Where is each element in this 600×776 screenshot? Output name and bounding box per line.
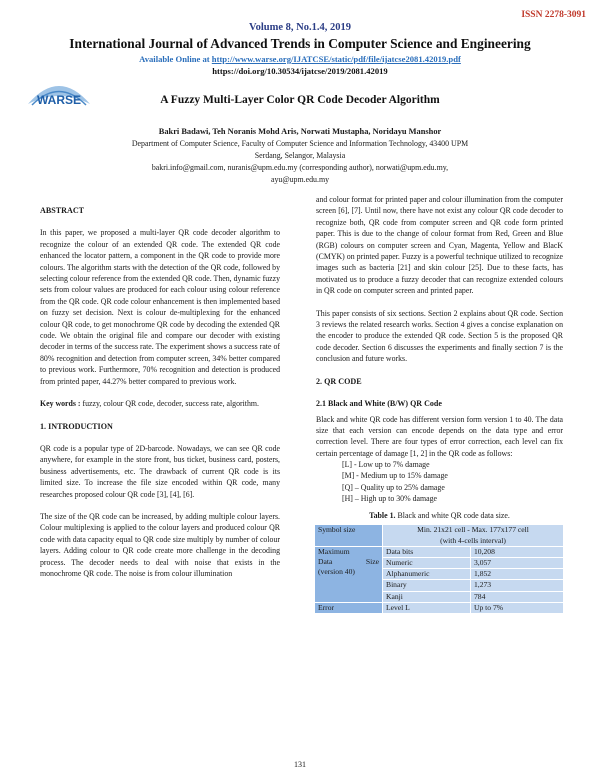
table-cell-type: Numeric bbox=[383, 557, 471, 568]
affiliation-line: Department of Computer Science, Faculty of Computer Science and Information Technology, 43400 UPM bbox=[131, 139, 469, 148]
table-caption bbox=[316, 510, 563, 521]
paper-title: A Fuzzy Multi-Layer Color QR Code Decoder Algorithm bbox=[160, 94, 440, 106]
table-cell-type: Data bits bbox=[383, 546, 471, 557]
table-cell-type: Alphanumeric bbox=[383, 569, 471, 580]
issn-label: ISSN 2278-3091 bbox=[521, 10, 586, 20]
table-cell-value: 1,852 bbox=[471, 569, 564, 580]
online-url-link[interactable]: http://www.warse.org/IJATCSE/static/pdf/file/ijatcse2081.42019.pdf bbox=[211, 54, 461, 64]
author-list: Bakri Badawi, Teh Noranis Mohd Aris, Norwati Mustapha, Noridayu Manshor bbox=[158, 127, 442, 136]
max-label-word: Data bbox=[318, 556, 333, 566]
bw-qr-subheading: 2.1 Black and White (B/W) QR Code bbox=[316, 399, 442, 409]
table-cell-type: Kanji bbox=[383, 591, 471, 602]
max-label-line: (version 40) bbox=[318, 567, 355, 577]
max-label-line bbox=[318, 557, 379, 567]
error-level-item: [M] - Medium up to 15% damage bbox=[342, 471, 448, 481]
table-cell-value: 3,057 bbox=[471, 557, 564, 568]
abstract-text: In this paper, we proposed a multi-layer QR code decoder algorithm to recognize the colour of an extended QR code. The extended QR code enhanced the locator pattern, a component in the QR code to provide more colours. The algorithm starts with the detection of the QR code, followed by selecting colour reference from the extended QR code. Then, dynamic fuzzy sets from colour values are produced for each colour using colour reference from the QR code. QR code colour enhancement is then implemented based on fuzzy set decision. Next is colour de-multiplexing for the enhanced colour QR code, to get monochrome QR code by decoding the extended QR code. We obtain the original file and compare our decoder with existing decoder in terms of the success rate. The experiment shows a success rate of 80% recognition and detection from computer screen, 34% better compared to previous work. Furthermore, 70% recognition and detection is produced from printed paper, 44.27% better compared to previous work. bbox=[40, 228, 280, 386]
online-prefix: Available Online at bbox=[139, 54, 212, 64]
table-cell-type: Level L bbox=[383, 602, 471, 613]
abstract-heading: ABSTRACT bbox=[40, 206, 85, 215]
table-row bbox=[315, 602, 564, 613]
right-column bbox=[316, 194, 563, 614]
affiliation-line: Serdang, Selangor, Malaysia bbox=[254, 151, 346, 160]
page-number: 131 bbox=[294, 760, 306, 769]
table-cell-value: 10,208 bbox=[471, 546, 564, 557]
max-label-line: Maximum bbox=[318, 546, 350, 556]
email-line: ayu@upm.edu.my bbox=[270, 175, 330, 184]
max-data-size-label bbox=[315, 546, 383, 602]
affiliation-block bbox=[70, 138, 530, 186]
qr-code-heading: 2. QR CODE bbox=[316, 376, 362, 386]
table-row bbox=[315, 525, 564, 546]
doi-link[interactable]: https://doi.org/10.30534/ijatcse/2019/2081.42019 bbox=[212, 66, 388, 76]
outline-paragraph: This paper consists of six sections. Section 2 explains about QR code. Section 3 reviews the related research works. Section 4 gives a concise explanation on the encoder to produce the extended QR code. Section 5 is the proposed QR code decoder. Section 6 discusses the experiments and finally section 7 is the conclusion and future works. bbox=[316, 308, 563, 364]
left-column bbox=[40, 205, 280, 590]
introduction-heading: 1. INTRODUCTION bbox=[40, 421, 113, 431]
symbol-size-line: (with 4-cells interval) bbox=[440, 535, 506, 545]
symbol-size-label: Symbol size bbox=[315, 525, 383, 546]
online-availability bbox=[0, 54, 600, 64]
journal-title: International Journal of Advanced Trends in Computer Science and Engineering bbox=[69, 36, 531, 51]
error-level-item: [L] - Low up to 7% damage bbox=[342, 460, 430, 470]
table-caption-label: Table 1. bbox=[369, 510, 396, 520]
table-cell-value: Up to 7% bbox=[471, 602, 564, 613]
email-line: bakri.info@gmail.com, nuranis@upm.edu.my (corresponding author), norwati@upm.edu.my, bbox=[151, 163, 449, 172]
table-row bbox=[315, 546, 564, 557]
symbol-size-line: Min. 21x21 cell - Max. 177x177 cell bbox=[417, 525, 529, 535]
bw-qr-paragraph: Black and white QR code has different version form version 1 to 40. The data size that each version can encode depends on the data type and error correction level. There are four types of error correction, each level can fix certain percentage of damage [1, 2] in the QR code as follows: bbox=[316, 414, 563, 458]
volume-label: Volume 8, No.1.4, 2019 bbox=[249, 22, 351, 33]
table-cell-value: 1,273 bbox=[471, 580, 564, 591]
logo-text: WARSE bbox=[36, 93, 82, 107]
keywords-label: Key words : bbox=[40, 399, 81, 409]
keywords bbox=[40, 398, 280, 409]
intro-paragraph-3: and colour format for printed paper and colour illumination from the computer screen [6], [7]. Until now, there have not exist any colour QR code decoder to recognize both, QR code from computer screen and QR code form printed paper. This is due to the change of colour format from Red, Green and Blue (RGB) colours on computer screen and Cyan, Magenta, Yellow and BlacK (CMYK) on printed paper. Fuzzy is a powerful technique utilized to recognize images such as bacteria [21] and skin colour [25]. Due to these facts, has motivated us to produce a fuzzy decoder that can recognize extended colours in QR code on computer screen and printed paper. bbox=[316, 195, 563, 296]
table-cell-type: Binary bbox=[383, 580, 471, 591]
intro-paragraph-2: The size of the QR code can be increased, by adding multiple colour layers. Colour multiplexing is applied to the colour layers and produced colour QR code with data capacity equal to QR code size multiply by number of colour layers. Adding colour to QR code create more challenge in the decoding process. The decoder needs to deal with noise that exists in the monochrome QR code. The noise is from colour illumination bbox=[40, 511, 280, 578]
table-caption-text: Black and white QR code data size. bbox=[395, 510, 510, 520]
error-level-item: [Q] – Quality up to 25% damage bbox=[342, 482, 445, 492]
error-level-item: [H] – High up to 30% damage bbox=[342, 493, 437, 503]
table-cell-value: 784 bbox=[471, 591, 564, 602]
keywords-text: fuzzy, colour QR code, decoder, success rate, algorithm. bbox=[80, 399, 259, 409]
qr-data-size-table bbox=[314, 524, 564, 614]
error-label: Error bbox=[315, 602, 383, 613]
symbol-size-value bbox=[383, 525, 564, 546]
error-level-list bbox=[342, 459, 563, 504]
intro-paragraph-1: QR code is a popular type of 2D-barcode. Nowadays, we can see QR code anywhere, for example in the store front, bus ticket, business card, posters, business advertisements, etc. The drawback of current QR code is its limited size. To increase the file size encoded within QR code, many researches proposed colour QR code [3], [4], [6]. bbox=[40, 443, 280, 499]
max-label-word: Size bbox=[365, 556, 379, 566]
